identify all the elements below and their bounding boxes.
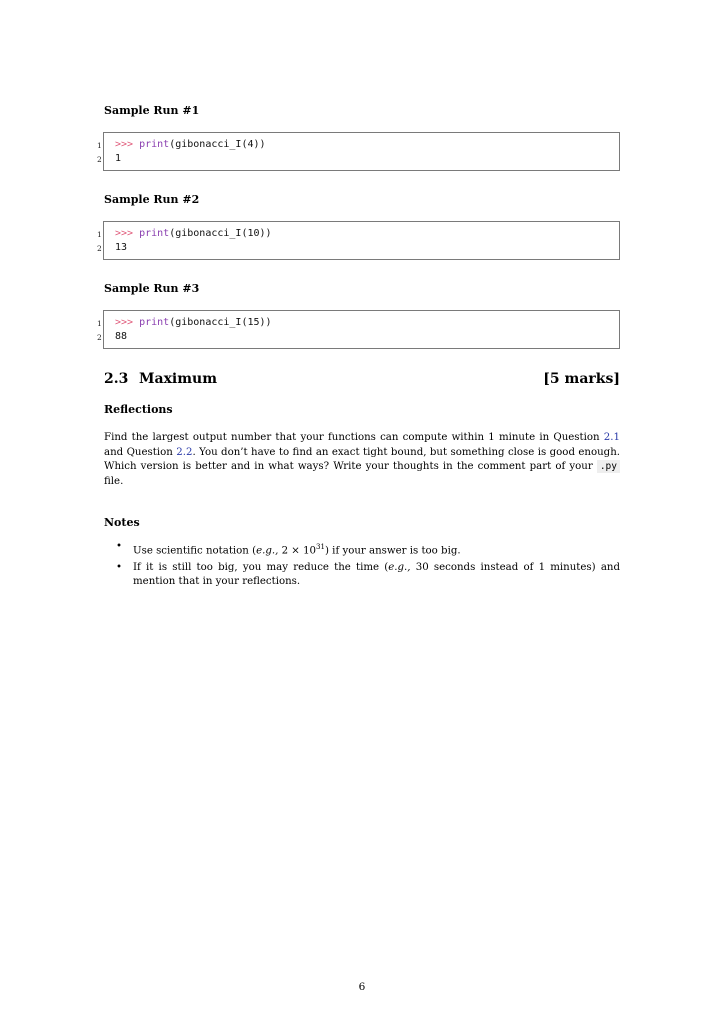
code-line: [115, 317, 272, 328]
code-args: (gibonacci_I(4)): [169, 139, 266, 150]
question-2-2-link[interactable]: 2.2: [176, 446, 193, 458]
code-output: 13: [115, 242, 128, 253]
section-title: Maximum: [139, 371, 218, 387]
reflections-heading: Reflections: [104, 403, 173, 416]
code-line: [115, 139, 266, 150]
code-args: (gibonacci_I(15)): [169, 317, 272, 328]
code-block-1: [97, 132, 620, 171]
bullet-icon: •: [116, 561, 123, 573]
bullet-text: ) if your answer is too big.: [324, 545, 461, 557]
line-number: 1: [97, 141, 102, 150]
paragraph-text: file.: [104, 476, 124, 488]
line-number: 2: [97, 244, 102, 253]
bullet-text: If it is still too big, you may reduce the time (: [133, 561, 389, 573]
paragraph-text: . You don’t have to find an exact tight bound, but something close is good enough. Which version is better and in what ways? Write your thoughts in the comment part of your: [104, 446, 620, 473]
code-block-2: [97, 221, 620, 260]
bullet-text: 30 seconds instead of 1 minutes) and mention that in your reflections.: [133, 561, 620, 588]
code-output: 1: [115, 153, 122, 164]
print-keyword: print: [139, 228, 170, 239]
code-output: 88: [115, 331, 128, 342]
code-args: (gibonacci_I(10)): [169, 228, 272, 239]
reflections-paragraph: [104, 431, 620, 490]
prompt: >>>: [115, 228, 140, 239]
line-number: 2: [97, 333, 102, 342]
line-number: 1: [97, 230, 102, 239]
print-keyword: print: [139, 139, 170, 150]
print-keyword: print: [139, 317, 170, 328]
notes-list: [116, 540, 620, 592]
section-marks: [5 marks]: [543, 371, 620, 387]
bullet-text: e.g.,: [388, 561, 411, 573]
code-line: [115, 228, 272, 239]
question-2-1-link[interactable]: 2.1: [603, 432, 620, 443]
paragraph-text: Find the largest output number that your functions can compute within 1 minute in Question: [104, 432, 604, 443]
line-number: 2: [97, 155, 102, 164]
bullet-text: 2 × 10: [278, 545, 317, 557]
page-number: 6: [358, 981, 366, 993]
sample-run-3-title: Sample Run #3: [104, 282, 200, 295]
bullet-icon: •: [116, 541, 123, 552]
sample-run-1-title: Sample Run #1: [104, 104, 200, 117]
notes-heading: Notes: [104, 516, 140, 529]
sample-run-2-title: Sample Run #2: [104, 193, 200, 206]
bullet-text: Use scientific notation (: [133, 545, 257, 557]
line-number: 1: [97, 319, 102, 328]
prompt: >>>: [115, 317, 140, 328]
paragraph-text: and Question: [104, 446, 177, 458]
inline-code-py: .py: [597, 460, 620, 473]
list-item: [116, 561, 620, 590]
prompt: >>>: [115, 139, 140, 150]
exponent: 31: [316, 543, 325, 551]
code-block-3: [97, 310, 620, 349]
bullet-text: e.g.,: [256, 545, 279, 557]
section-number: 2.3: [104, 371, 129, 387]
list-item: [116, 540, 620, 559]
